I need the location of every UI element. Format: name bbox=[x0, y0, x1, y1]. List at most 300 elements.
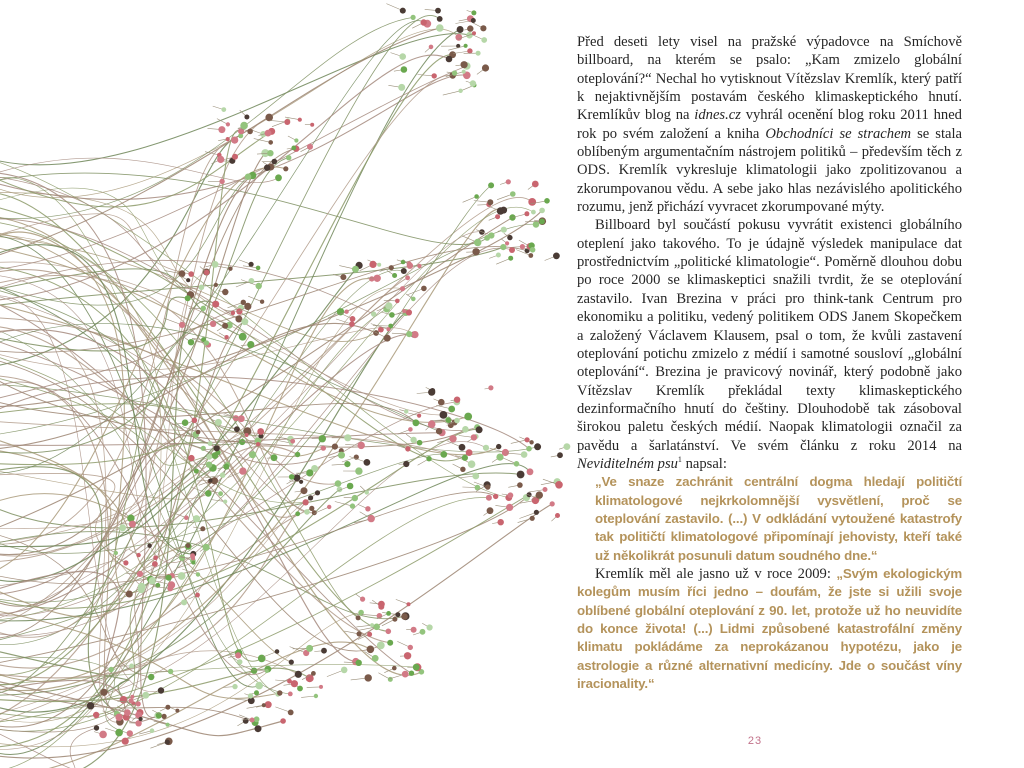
cluster-bead bbox=[275, 649, 280, 654]
cluster-bead bbox=[115, 729, 123, 737]
strand-bead bbox=[373, 330, 379, 336]
cluster-bead bbox=[114, 551, 118, 555]
cluster-bead bbox=[350, 316, 356, 322]
bead-stem bbox=[396, 599, 409, 604]
paragraph-2-text-a: Billboard byl součástí pokusu vyvrátit existenci globálního oteplení jako takového. To je údajně výsledek manipulace dat prostřednictvím „politické klimatologie“. Poměrně dlouhou dobu po roce 2000 se klimaskeptici snažili tvrdit, že se oteplování zastavilo. Ivan Brezina v práci pro think-tank Centrum pro ekonomiku a politiku, vedený politikem ODS Janem Skopečkem a založený Václavem Klausem, psal o tom, že kvůli zastavení oteplování potichu zmizelo z médií i samotné sousloví „globální oteplování“. Brezina je pravicový novinář, který podobně jako Vítězslav Kremlík překládal texty klimaskeptického dezinformačního hnutí do češtiny. Dlouhodobě tak zásoboval širokou paletu českých médií. Naopak klimatologii označil za pavědu a šarlatánství. Ve svém článku z roku 2014 na bbox=[577, 217, 962, 454]
cluster-bead bbox=[360, 597, 365, 602]
cluster-bead bbox=[407, 263, 413, 269]
strand-line bbox=[0, 29, 459, 198]
cluster-bead bbox=[129, 664, 134, 669]
cluster-bead bbox=[539, 219, 545, 225]
cluster-bead bbox=[467, 25, 473, 31]
strand-line bbox=[0, 492, 496, 584]
cluster-bead bbox=[129, 698, 134, 703]
cluster-bead bbox=[215, 419, 222, 426]
cluster-bead bbox=[244, 303, 251, 310]
cluster-bead bbox=[87, 702, 94, 709]
cluster-bead bbox=[168, 669, 173, 674]
cluster-bead bbox=[508, 492, 514, 498]
cluster-bead bbox=[100, 689, 107, 696]
strand-bead bbox=[386, 629, 392, 635]
cluster-bead bbox=[179, 322, 185, 328]
strand-bead bbox=[377, 642, 385, 650]
cluster-bead bbox=[175, 709, 179, 713]
cluster-bead bbox=[510, 191, 516, 197]
cluster-bead bbox=[314, 694, 318, 698]
strand-line bbox=[0, 192, 239, 319]
cluster-bead bbox=[357, 631, 362, 636]
strand-bead bbox=[534, 443, 541, 450]
cluster-bead bbox=[205, 490, 212, 497]
cluster-bead bbox=[402, 309, 406, 313]
paragraph-2 bbox=[577, 216, 962, 473]
strand-bead bbox=[148, 674, 154, 680]
cluster-bead bbox=[401, 66, 408, 73]
cluster-bead bbox=[142, 692, 149, 699]
strand-bead bbox=[309, 506, 314, 511]
cluster-bead bbox=[470, 80, 476, 86]
footnote-marker: 1 bbox=[677, 455, 682, 465]
cluster-bead bbox=[341, 667, 348, 674]
cluster-bead bbox=[372, 655, 379, 662]
cluster-bead bbox=[389, 312, 395, 318]
cluster-bead bbox=[501, 227, 507, 233]
strand-bead bbox=[286, 155, 291, 160]
cluster-bead bbox=[188, 339, 194, 345]
cluster-bead bbox=[497, 207, 504, 214]
strand-bead bbox=[277, 690, 282, 695]
cluster-bead bbox=[256, 283, 262, 289]
bead-stem bbox=[307, 687, 321, 688]
cluster-bead bbox=[344, 461, 350, 467]
strand-bead bbox=[533, 221, 540, 228]
strand-bead bbox=[156, 712, 162, 718]
cluster-bead bbox=[186, 543, 191, 548]
cluster-bead bbox=[99, 731, 107, 739]
cluster-bead bbox=[508, 256, 513, 261]
strand-bead bbox=[437, 16, 443, 22]
strand-bead bbox=[464, 413, 472, 421]
paragraph-1-text-a: Před deseti lety visel na pražské výpadovce na Smíchově billboard, na kterém se psalo: „Kam zmizelo globální oteplování?“ Nechal ho vytisknout Vítězslav Kremlík, který patří k nejaktivnějším postavám českého klimaskeptického hnutí. Kremlíkův blog na bbox=[577, 34, 962, 124]
cluster-bead bbox=[417, 264, 421, 268]
strand-bead bbox=[283, 166, 288, 171]
strand-bead bbox=[258, 655, 266, 663]
cluster-bead bbox=[528, 253, 533, 258]
strand-bead bbox=[527, 468, 534, 475]
cluster-bead bbox=[411, 297, 416, 302]
cluster-bead bbox=[219, 179, 224, 184]
cluster-bead bbox=[344, 310, 348, 314]
cluster-bead bbox=[153, 556, 158, 561]
strand-line bbox=[0, 233, 323, 457]
cluster-bead bbox=[471, 10, 476, 15]
cluster-bead bbox=[115, 714, 122, 721]
cluster-bead bbox=[524, 211, 529, 216]
cluster-bead bbox=[395, 612, 400, 617]
cluster-bead bbox=[421, 286, 427, 292]
cluster-bead bbox=[340, 274, 346, 280]
cluster-bead bbox=[344, 434, 351, 441]
strand-bead bbox=[185, 295, 191, 301]
cluster-bead bbox=[349, 321, 355, 327]
cluster-bead bbox=[448, 406, 455, 413]
cluster-bead bbox=[369, 261, 376, 268]
cluster-bead bbox=[506, 179, 511, 184]
cluster-bead bbox=[256, 442, 260, 446]
cluster-bead bbox=[251, 668, 257, 674]
strand-bead bbox=[295, 671, 302, 678]
cluster-bead bbox=[126, 591, 133, 598]
cluster-bead bbox=[392, 273, 397, 278]
strand-bead bbox=[440, 451, 447, 458]
strand-bead bbox=[436, 428, 442, 434]
strand-bead bbox=[528, 198, 536, 206]
cluster-bead bbox=[498, 519, 504, 525]
cluster-bead bbox=[544, 198, 550, 204]
cluster-bead bbox=[459, 444, 466, 451]
strand-bead bbox=[303, 499, 309, 505]
cluster-bead bbox=[290, 439, 295, 444]
strand-bead bbox=[304, 509, 310, 515]
cluster-bead bbox=[196, 572, 200, 576]
cluster-bead bbox=[398, 84, 405, 91]
strand-bead bbox=[308, 495, 313, 500]
cluster-bead bbox=[352, 495, 358, 501]
cluster-bead bbox=[264, 165, 270, 171]
cluster-bead bbox=[408, 427, 413, 432]
strand-bead bbox=[455, 34, 462, 41]
strand-line bbox=[0, 28, 440, 256]
cluster-bead bbox=[150, 728, 155, 733]
cluster-bead bbox=[407, 602, 411, 606]
cluster-bead bbox=[368, 515, 375, 522]
cluster-bead bbox=[226, 122, 230, 126]
cluster-bead bbox=[401, 613, 408, 620]
strand-bead bbox=[188, 271, 194, 277]
cluster-bead bbox=[432, 73, 437, 78]
cluster-bead bbox=[166, 723, 170, 727]
cluster-bead bbox=[204, 340, 209, 345]
strand-bead bbox=[526, 446, 532, 452]
cluster-bead bbox=[553, 253, 560, 260]
book-title: Obchodníci se strachem bbox=[765, 125, 912, 142]
cluster-bead bbox=[311, 671, 316, 676]
strand-line bbox=[0, 66, 467, 270]
cluster-bead bbox=[306, 469, 313, 476]
cluster-bead bbox=[214, 283, 218, 287]
strand-line bbox=[0, 158, 279, 183]
cluster-bead bbox=[355, 467, 362, 474]
strand-bead bbox=[462, 426, 469, 433]
strand-bead bbox=[288, 692, 293, 697]
cluster-bead bbox=[505, 241, 509, 245]
strand-line bbox=[0, 222, 358, 618]
cluster-bead bbox=[485, 484, 490, 489]
strand-bead bbox=[371, 311, 376, 316]
strand-bead bbox=[413, 419, 420, 426]
cluster-bead bbox=[389, 265, 394, 270]
cluster-bead bbox=[218, 126, 225, 133]
cluster-bead bbox=[254, 716, 260, 722]
cluster-bead bbox=[506, 504, 513, 511]
cluster-bead bbox=[520, 244, 525, 249]
strand-bead bbox=[335, 480, 342, 487]
strand-bead bbox=[356, 615, 361, 620]
bead-stem bbox=[301, 696, 316, 697]
cluster-bead bbox=[471, 434, 477, 440]
cluster-bead bbox=[449, 435, 456, 442]
cluster-bead bbox=[224, 335, 228, 339]
strand-bead bbox=[321, 445, 326, 450]
cluster-bead bbox=[181, 599, 187, 605]
cluster-bead bbox=[244, 115, 249, 120]
cluster-bead bbox=[147, 544, 151, 548]
cluster-bead bbox=[248, 693, 253, 698]
cluster-bead bbox=[265, 669, 269, 673]
cluster-bead bbox=[402, 671, 409, 678]
cluster-bead bbox=[182, 419, 189, 426]
block-quote: „Ve snaze zachránit centrální dogma hledají političtí klimatologové nejkrkolomnější vysvětlení, proč se oteplování zastavilo. (...) V odkládání vytoužené katastrofy tak političtí klimatologové připomínají jehovisty, kteří také už několikrát posunuli datum soudného dne.“ bbox=[595, 474, 962, 563]
cluster-bead bbox=[306, 645, 313, 652]
bead-stem bbox=[150, 742, 167, 748]
cluster-bead bbox=[196, 430, 201, 435]
bead-stem bbox=[247, 705, 264, 708]
strand-bead bbox=[483, 445, 489, 451]
strand-bead bbox=[400, 286, 405, 291]
cluster-bead bbox=[502, 449, 509, 456]
cluster-bead bbox=[557, 452, 563, 458]
cluster-bead bbox=[411, 627, 417, 633]
strand-bead bbox=[295, 511, 300, 516]
cluster-bead bbox=[534, 510, 539, 515]
cluster-bead bbox=[262, 703, 266, 707]
text-column bbox=[577, 33, 962, 693]
cluster-bead bbox=[410, 437, 416, 443]
cluster-bead bbox=[249, 262, 254, 267]
cluster-bead bbox=[237, 659, 242, 664]
cluster-bead bbox=[232, 684, 237, 689]
strand-line bbox=[0, 318, 338, 484]
cluster-bead bbox=[378, 601, 385, 608]
cluster-bead bbox=[129, 521, 136, 528]
strand-line bbox=[0, 728, 97, 768]
cluster-bead bbox=[217, 156, 224, 163]
cluster-bead bbox=[530, 247, 536, 253]
strand-bead bbox=[245, 174, 251, 180]
cluster-bead bbox=[403, 461, 409, 467]
cluster-bead bbox=[471, 18, 476, 23]
inline-quote: „Svým ekologickým kolegům musím říci jedno – doufám, že jste si užili svoje oblíbené globální oteplování z 90. let, protože už ho neuvidíte do konce života! (...) Lidmi způsobené katastrofální změny klimatu pokládáme za neprokázanou hypotézu, jako je astrologie a různé alternativní medicíny. Jde o součást víny iracionality.“ bbox=[577, 565, 962, 692]
cluster-bead bbox=[352, 266, 359, 273]
cluster-bead bbox=[350, 503, 355, 508]
strand-bead bbox=[466, 449, 473, 456]
strand-bead bbox=[138, 586, 145, 593]
strand-bead bbox=[411, 15, 416, 20]
strand-bead bbox=[289, 660, 294, 665]
cluster-bead bbox=[525, 437, 530, 442]
site-name: idnes.cz bbox=[694, 107, 741, 124]
cluster-bead bbox=[428, 389, 435, 396]
cluster-bead bbox=[203, 544, 210, 551]
cluster-bead bbox=[289, 474, 295, 480]
strand-bead bbox=[517, 471, 525, 479]
cluster-bead bbox=[454, 397, 460, 403]
cluster-bead bbox=[401, 260, 406, 265]
cluster-bead bbox=[462, 70, 466, 74]
strand-bead bbox=[539, 208, 545, 214]
strand-line bbox=[0, 55, 449, 300]
cluster-bead bbox=[195, 593, 200, 598]
cluster-bead bbox=[406, 331, 412, 337]
cluster-bead bbox=[307, 144, 313, 150]
cluster-bead bbox=[222, 323, 228, 329]
strand-bead bbox=[255, 682, 263, 690]
page-number: 23 bbox=[747, 735, 763, 747]
cluster-bead bbox=[271, 454, 278, 461]
cluster-bead bbox=[319, 435, 326, 442]
strand-line bbox=[0, 248, 468, 423]
cluster-bead bbox=[488, 232, 494, 238]
cluster-bead bbox=[365, 674, 372, 681]
cluster-bead bbox=[321, 648, 327, 654]
cluster-bead bbox=[488, 385, 493, 390]
cluster-bead bbox=[201, 306, 206, 311]
strand-bead bbox=[158, 687, 164, 693]
cluster-bead bbox=[386, 611, 391, 616]
cluster-bead bbox=[555, 481, 563, 489]
cluster-bead bbox=[429, 45, 434, 50]
cluster-bead bbox=[399, 53, 406, 60]
strand-bead bbox=[486, 495, 492, 501]
cluster-bead bbox=[284, 119, 290, 125]
cluster-bead bbox=[543, 487, 548, 492]
cluster-bead bbox=[93, 712, 99, 718]
cluster-bead bbox=[228, 267, 232, 271]
cluster-bead bbox=[136, 701, 141, 706]
strand-bead bbox=[212, 301, 219, 308]
cluster-bead bbox=[214, 445, 220, 451]
cluster-bead bbox=[496, 253, 501, 258]
cluster-bead bbox=[152, 561, 158, 567]
cluster-bead bbox=[267, 150, 273, 156]
cluster-bead bbox=[260, 300, 264, 304]
cluster-bead bbox=[472, 473, 479, 480]
paragraph-3-text-a: Kremlík měl ale jasno už v roce 2009: bbox=[595, 565, 837, 582]
cluster-bead bbox=[119, 524, 126, 531]
cluster-bead bbox=[408, 645, 413, 650]
strand-line bbox=[0, 642, 370, 768]
strand-bead bbox=[241, 318, 248, 325]
cluster-bead bbox=[464, 44, 468, 48]
cluster-bead bbox=[365, 490, 369, 494]
strand-bead bbox=[387, 640, 393, 646]
strand-bead bbox=[127, 730, 133, 736]
cluster-bead bbox=[257, 428, 264, 435]
cluster-bead bbox=[137, 571, 143, 577]
cluster-bead bbox=[319, 685, 323, 689]
cluster-bead bbox=[204, 270, 209, 275]
strand-bead bbox=[367, 646, 375, 654]
cluster-bead bbox=[243, 718, 249, 724]
cluster-bead bbox=[162, 714, 167, 719]
cluster-bead bbox=[254, 690, 259, 695]
cluster-bead bbox=[212, 261, 219, 268]
strand-bead bbox=[446, 56, 453, 63]
bead-stem bbox=[314, 507, 330, 514]
cluster-bead bbox=[536, 491, 543, 498]
cluster-bead bbox=[384, 335, 391, 342]
cluster-bead bbox=[458, 89, 462, 93]
strand-bead bbox=[231, 137, 238, 144]
strand-bead bbox=[401, 268, 407, 274]
cluster-bead bbox=[238, 415, 245, 422]
strand-bead bbox=[280, 718, 286, 724]
cluster-bead bbox=[365, 506, 370, 511]
cluster-bead bbox=[374, 275, 381, 282]
cluster-bead bbox=[124, 709, 131, 716]
cluster-bead bbox=[404, 409, 408, 413]
cluster-bead bbox=[136, 553, 140, 557]
cluster-bead bbox=[294, 138, 298, 142]
cluster-bead bbox=[209, 479, 213, 483]
strand-bead bbox=[411, 331, 418, 338]
cluster-bead bbox=[338, 452, 345, 459]
strand-bead bbox=[249, 451, 256, 458]
cluster-bead bbox=[460, 467, 465, 472]
cluster-bead bbox=[122, 738, 129, 745]
cluster-bead bbox=[332, 444, 338, 450]
cluster-bead bbox=[256, 266, 261, 271]
cluster-bead bbox=[564, 443, 571, 450]
cluster-bead bbox=[521, 451, 528, 458]
cluster-bead bbox=[364, 459, 371, 466]
strand-bead bbox=[239, 439, 245, 445]
cluster-bead bbox=[421, 19, 427, 25]
cluster-bead bbox=[358, 442, 365, 449]
strand-bead bbox=[436, 24, 444, 32]
cluster-bead bbox=[327, 505, 331, 509]
cluster-bead bbox=[166, 575, 172, 581]
bead-stem bbox=[356, 625, 372, 627]
cluster-bead bbox=[223, 464, 229, 470]
cluster-bead bbox=[178, 270, 185, 277]
cluster-bead bbox=[239, 467, 246, 474]
cluster-bead bbox=[206, 462, 212, 468]
cluster-bead bbox=[109, 667, 114, 672]
cluster-bead bbox=[373, 624, 380, 631]
strand-bead bbox=[208, 441, 213, 446]
strand-bead bbox=[493, 494, 498, 499]
cluster-bead bbox=[186, 278, 190, 282]
cluster-bead bbox=[299, 480, 303, 484]
cluster-bead bbox=[392, 666, 397, 671]
cluster-bead bbox=[247, 341, 254, 348]
cluster-bead bbox=[495, 214, 500, 219]
strand-bead bbox=[550, 501, 555, 506]
cluster-bead bbox=[218, 491, 223, 496]
strand-bead bbox=[409, 671, 414, 676]
cluster-bead bbox=[555, 513, 560, 518]
cluster-bead bbox=[467, 48, 472, 53]
cluster-bead bbox=[287, 679, 292, 684]
strand-bead bbox=[468, 460, 476, 468]
paragraph-1-text-c: se stala oblíbeným argumentačním nástrojem politiků – především těch z ODS. Kremlík vykresluje klimatologii jako zpolitizovanou a zkorumpovanou vědu. A sebe jako hlas nezávislého apolitického rozumu, jenž přichází vyvracet zkorumpované mýty. bbox=[577, 125, 963, 216]
cluster-bead bbox=[184, 515, 189, 520]
cluster-bead bbox=[530, 516, 535, 521]
strand-bead bbox=[457, 26, 464, 33]
cluster-bead bbox=[454, 418, 460, 424]
cluster-bead bbox=[367, 632, 372, 637]
